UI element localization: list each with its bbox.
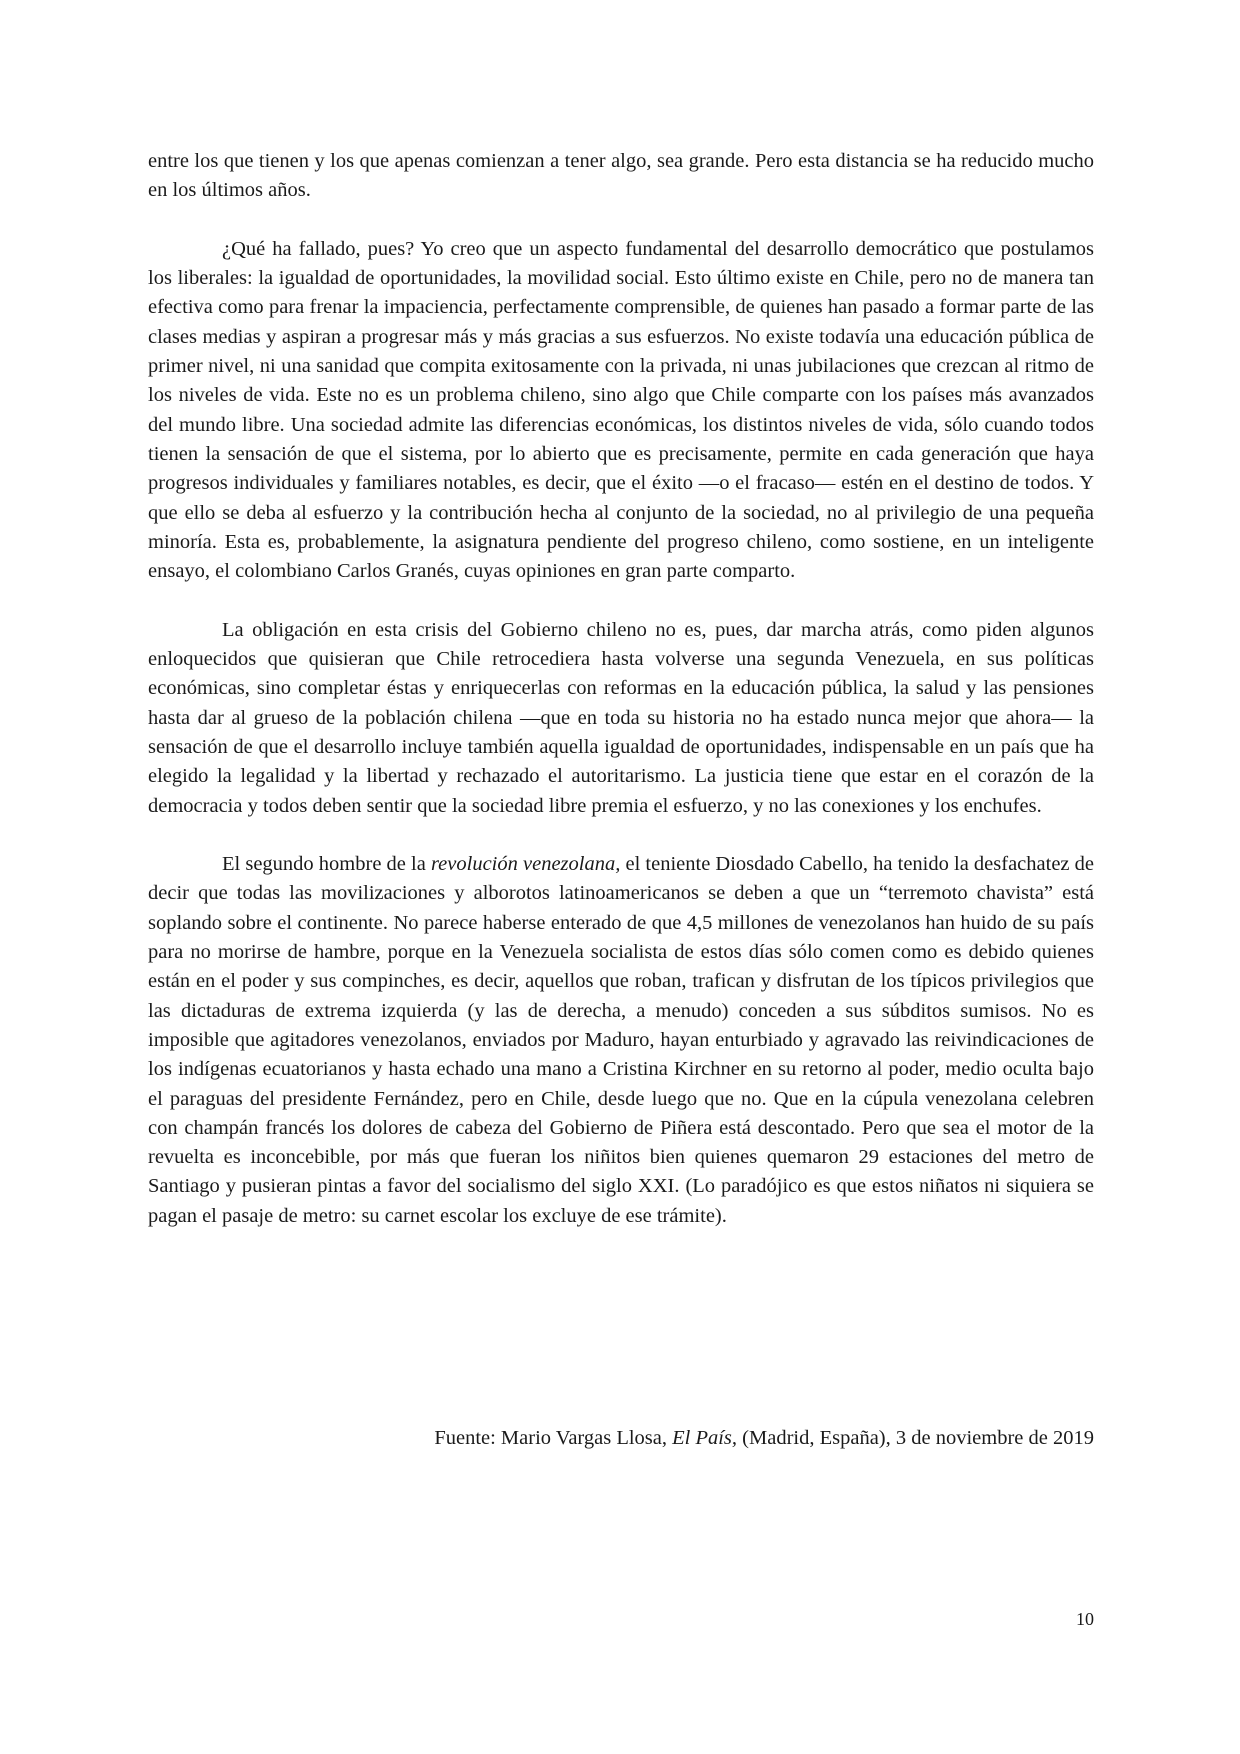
paragraph-venezuelan-revolution [148,850,1094,1231]
paragraph-continuation: entre los que tienen y los que apenas comienzan a tener algo, sea grande. Pero esta distancia se ha reducido mucho en los últimos años. [148,150,1094,202]
article-body [148,147,1094,1260]
source-citation [434,1424,1094,1453]
source-prefix: Fuente: Mario Vargas Llosa, [434,1427,673,1449]
paragraph-4-rest: el teniente Diosdado Cabello, ha tenido la desfachatez de decir que todas las movilizaciones y alborotos latinoamericanos se deben a que un “terremoto chavista” está soplando sobre el continente. No parece haberse enterado de que 4,5 millones de venezolanos han huido de su país para no morirse de hambre, porque en la Venezuela socialista de estos días sólo comen como es debido quienes están en el poder y sus compinches, es decir, aquellos que roban, trafican y disfrutan de los típicos privilegios que las dictaduras de extrema izquierda (y las de derecha, a menudo) conceden a sus súbditos sumisos. No es imposible que agitadores venezolanos, enviados por Maduro, hayan enturbiado y agravado las reivindicaciones de los indígenas ecuatorianos y hasta echado una mano a Cristina Kirchner en su retorno al poder, medio oculta bajo el paraguas del presidente Fernández, pero en Chile, desde luego que no. Que en la cúpula venezolana celebren con champán francés los dolores de cabeza del Gobierno de Piñera está descontado. Pero que sea el motor de la revuelta es inconcebible, por más que fueran los niñitos bien quienes quemaron 29 estaciones del metro de Santiago y pusieran pintas a favor del socialismo del siglo XXI. (Lo paradójico es que estos niñatos ni siquiera se pagan el pasaje de metro: su carnet escolar los excluye de ese trámite). [148,853,1095,1227]
page-number: 10 [1076,1609,1094,1629]
source-publication: El País, [672,1427,738,1449]
source-suffix: (Madrid, España), 3 de noviembre de 2019 [737,1427,1094,1449]
italic-revolucion-venezolana: revolución venezolana, [430,853,621,876]
paragraph-what-failed: ¿Qué ha fallado, pues? Yo creo que un aspecto fundamental del desarrollo democrático que postulamos los liberales: la igualdad de oportunidades, la movilidad social. Esto último existe en Chile, pero no de manera tan efectiva como para frenar la impaciencia, perfectamente comprensible, de quienes han pasado a formar parte de las clases medias y aspiran a progresar más y más gracias a sus esfuerzos. No existe todavía una educación pública de primer nivel, ni una sanidad que compita exitosamente con la privada, ni unas jubilaciones que crezcan al ritmo de los niveles de vida. Este no es un problema chileno, sino algo que Chile comparte con los países más avanzados del mundo libre. Una sociedad admite las diferencias económicas, los distintos niveles de vida, sólo cuando todos tienen la sensación de que el sistema, por lo abierto que es precisamente, permite en cada generación que haya progresos individuales y familiares notables, es decir, que el éxito —o el fracaso— estén en el destino de todos. Y que ello se deba al esfuerzo y la contribución hecha al conjunto de la sociedad, no al privilegio de una pequeña minoría. Esta es, probablemente, la asignatura pendiente del progreso chileno, como sostiene, en un inteligente ensayo, el colombiano Carlos Granés, cuyas opiniones en gran parte comparto. [148,237,1094,583]
paragraph-4-start: El segundo hombre de la [222,853,431,876]
paragraph-government-obligation: La obligación en esta crisis del Gobierno chileno no es, pues, dar marcha atrás, como piden algunos enloquecidos que quisieran que Chile retrocediera hasta volverse una segunda Venezuela, en sus políticas económicas, sino completar éstas y enriquecerlas con reformas en la educación pública, la salud y las pensiones hasta dar al grueso de la población chilena —que en toda su historia no ha estado nunca mejor que ahora— la sensación de que el desarrollo incluye también aquella igualdad de oportunidades, indispensable en un país que ha elegido la legalidad y la libertad y rechazado el autoritarismo. La justicia tiene que estar en el corazón de la democracia y todos deben sentir que la sociedad libre premia el esfuerzo, y no las conexiones y los enchufes. [148,618,1094,817]
